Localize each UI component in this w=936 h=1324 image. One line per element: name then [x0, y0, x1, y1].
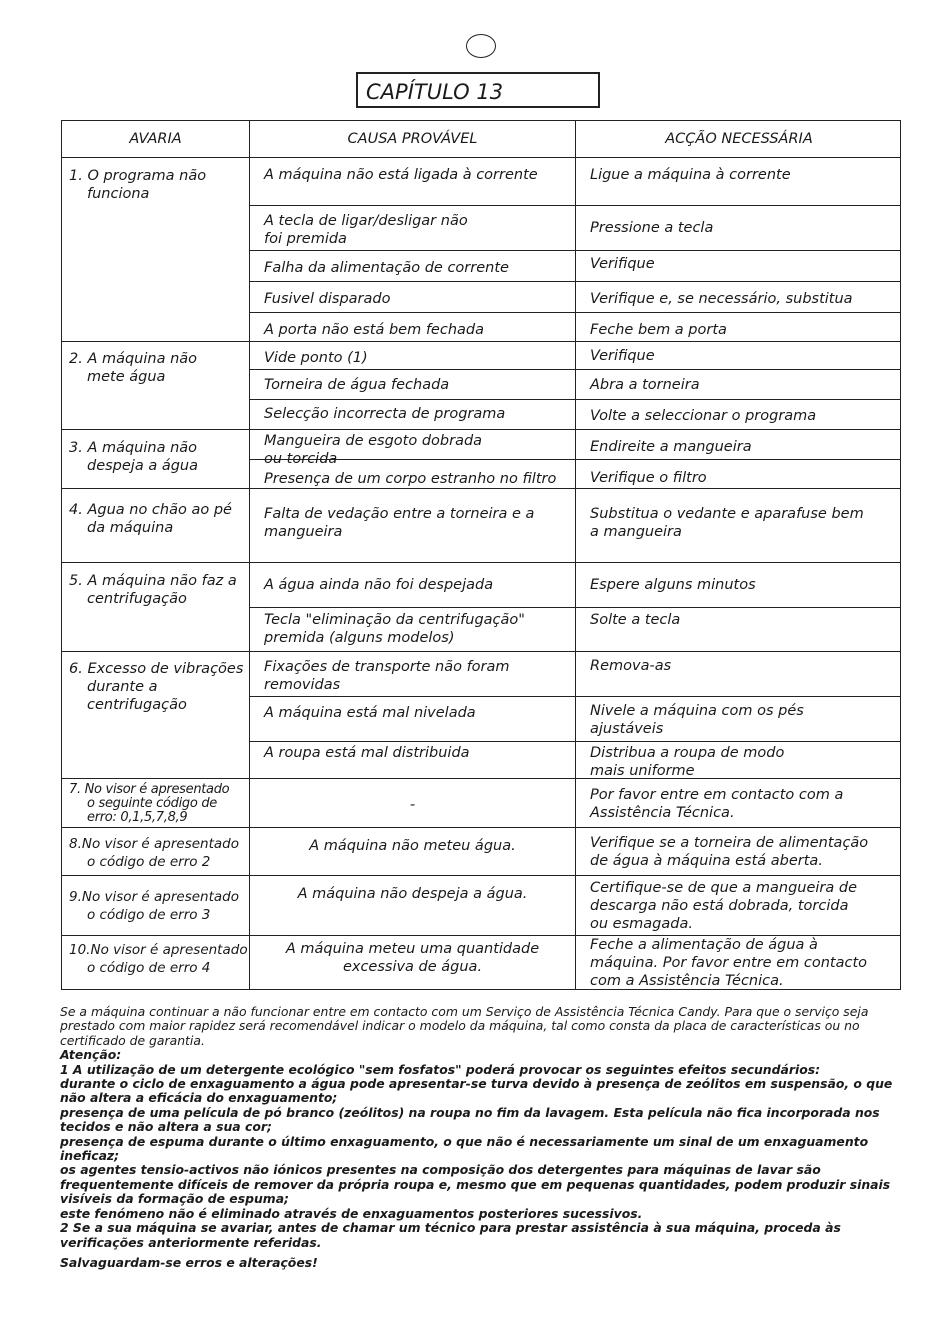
action-cell: Por favor entre em contacto com a Assistência Técnica. — [590, 787, 844, 821]
sub-row-divider — [250, 250, 900, 251]
header-avaria: AVARIA — [129, 131, 182, 147]
cause-cell: Fusivel disparado — [264, 291, 391, 307]
action-cell: Abra a torneira — [590, 377, 700, 393]
action-cell: Distribua a roupa de modo mais uniforme — [590, 745, 785, 779]
sub-row-divider — [250, 399, 900, 400]
fault-6: 6. Excesso de vibrações durante a centrifugação — [69, 661, 244, 713]
note-item: presença de uma película de pó branco (zeólitos) na roupa no fim da lavagem. Esta película não fica incorporada nos tecidos e não altera a sua cor; — [60, 1104, 880, 1135]
action-cell: Remova-as — [590, 658, 672, 674]
sub-row-divider — [250, 696, 900, 697]
cause-cell: A roupa está mal distribuida — [264, 745, 470, 761]
action-cell: Verifique se a torneira de alimentação de água à máquina está aberta. — [590, 835, 869, 869]
fault-1: 1. O programa não funciona — [69, 168, 207, 202]
cause-cell: Tecla "eliminação da centrifugação" premida (alguns modelos) — [264, 612, 525, 646]
row-divider — [62, 827, 900, 828]
action-cell: Ligue a máquina à corrente — [590, 167, 791, 183]
note-item: durante o ciclo de enxaguamento a água pode apresentar-se turva devido à presença de zeólitos em suspensão, o que não altera a eficácia do enxaguamento; — [60, 1076, 893, 1106]
cause-cell: Selecção incorrecta de programa — [264, 406, 506, 422]
fault-8: 8.No visor é apresentado o código de erro 2 — [69, 836, 239, 870]
fault-5: 5. A máquina não faz a centrifugação — [69, 573, 237, 607]
fault-7: 7. No visor é apresentado o seguinte código de erro: 0,1,5,7,8,9 — [69, 782, 230, 825]
sub-row-divider — [250, 205, 900, 206]
note-item: este fenómeno não é eliminado através de enxaguamentos posteriores sucessivos. — [60, 1205, 643, 1221]
cause-cell: Fixações de transporte não foram removidas — [264, 659, 510, 693]
fault-9: 9.No visor é apresentado o código de erro 3 — [69, 889, 239, 923]
cause-cell: A máquina não despeja a água. — [297, 886, 528, 902]
cause-cell: A tecla de ligar/desligar não foi premida — [264, 213, 468, 247]
row-divider — [62, 429, 900, 430]
row-divider — [62, 488, 900, 489]
action-cell: Feche a alimentação de água à máquina. Por favor entre em contacto com a Assistência Técnica. — [590, 937, 868, 989]
disclaimer: Salvaguardam-se erros e alterações! — [60, 1254, 318, 1270]
row-divider — [62, 157, 900, 158]
action-cell: Nivele a máquina com os pés ajustáveis — [590, 703, 804, 737]
action-cell: Volte a seleccionar o programa — [590, 408, 817, 424]
action-cell: Pressione a tecla — [590, 220, 714, 236]
cause-cell: A máquina não está ligada à corrente — [264, 167, 538, 183]
sub-row-divider — [250, 369, 900, 370]
cause-cell: Vide ponto (1) — [264, 350, 368, 366]
cause-cell: Mangueira de esgoto dobrada ou torcida — [264, 433, 483, 467]
chapter-title: CAPÍTULO 13 — [356, 72, 600, 108]
action-cell: Verifique e, se necessário, substitua — [590, 291, 853, 307]
troubleshooting-table — [61, 120, 901, 990]
cause-cell: A máquina não meteu água. — [309, 838, 516, 854]
action-cell: Verifique — [590, 256, 655, 272]
header-accao: ACÇÃO NECESSÁRIA — [665, 131, 813, 147]
attention-heading: Atenção: — [60, 1047, 122, 1063]
note-item: os agentes tensio-activos não iónicos presentes na composição dos detergentes para máquinas de lavar são frequentemente difíceis de remover da própria roupa e, mesmo que em pequenas quantidades, podem produzir sinais visíveis da formação de espuma; — [60, 1162, 891, 1207]
sub-row-divider — [250, 607, 900, 608]
note-item: 2 Se a sua máquina se avariar, antes de chamar um técnico para prestar assistência à sua máquina, proceda às verificações anteriormente referidas. — [60, 1220, 841, 1250]
cause-cell: Presença de um corpo estranho no filtro — [264, 471, 557, 487]
row-divider — [62, 651, 900, 652]
header-causa: CAUSA PROVÁVEL — [347, 131, 478, 147]
cause-cell: Torneira de água fechada — [264, 377, 450, 393]
action-cell: Feche bem a porta — [590, 322, 727, 338]
sub-row-divider — [250, 741, 900, 742]
action-cell: Solte a tecla — [590, 612, 681, 628]
fault-2: 2. A máquina não mete água — [69, 351, 198, 385]
cause-cell: - — [409, 797, 416, 813]
action-cell: Endireite a mangueira — [590, 439, 752, 455]
sub-row-divider — [250, 281, 900, 282]
column-divider — [575, 121, 576, 989]
action-cell: Certifique-se de que a mangueira de descarga não está dobrada, torcida ou esmagada. — [590, 880, 857, 932]
row-divider — [62, 562, 900, 563]
sub-row-divider — [250, 312, 900, 313]
note-item: presença de espuma durante o último enxaguamento, o que não é necessariamente um sinal de um enxaguamento ineficaz; — [60, 1133, 869, 1164]
fault-4: 4. Agua no chão ao pé da máquina — [69, 502, 232, 536]
cause-cell: A máquina está mal nivelada — [264, 705, 476, 721]
cause-cell: A máquina meteu uma quantidade excessiva de água. — [285, 941, 540, 975]
action-cell: Espere alguns minutos — [590, 577, 756, 593]
footnotes — [60, 1005, 900, 1270]
fault-10: 10.No visor é apresentado o código de erro 4 — [69, 942, 248, 976]
action-cell: Verifique o filtro — [590, 470, 707, 486]
row-divider — [62, 341, 900, 342]
action-cell: Substitua o vedante e aparafuse bem a mangueira — [590, 506, 864, 540]
cause-cell: Falha da alimentação de corrente — [264, 260, 509, 276]
row-divider — [62, 875, 900, 876]
fault-3: 3. A máquina não despeja a água — [69, 440, 198, 474]
action-cell: Verifique — [590, 348, 655, 364]
column-divider — [249, 121, 250, 989]
cause-cell: A água ainda não foi despejada — [264, 577, 494, 593]
page-marker-oval — [466, 34, 496, 58]
service-note: Se a máquina continuar a não funcionar entre em contacto com um Serviço de Assistência Técnica Candy. Para que o serviço seja prestado com maior rapidez será recomendável indicar o modelo da máquina, tal como consta da placa de características ou no certificado de garantia. — [60, 1004, 869, 1048]
cause-cell: A porta não está bem fechada — [264, 322, 484, 338]
cause-cell: Falta de vedação entre a torneira e a mangueira — [264, 506, 535, 540]
note-item: 1 A utilização de um detergente ecológico "sem fosfatos" poderá provocar os seguintes efeitos secundários: — [60, 1061, 821, 1077]
